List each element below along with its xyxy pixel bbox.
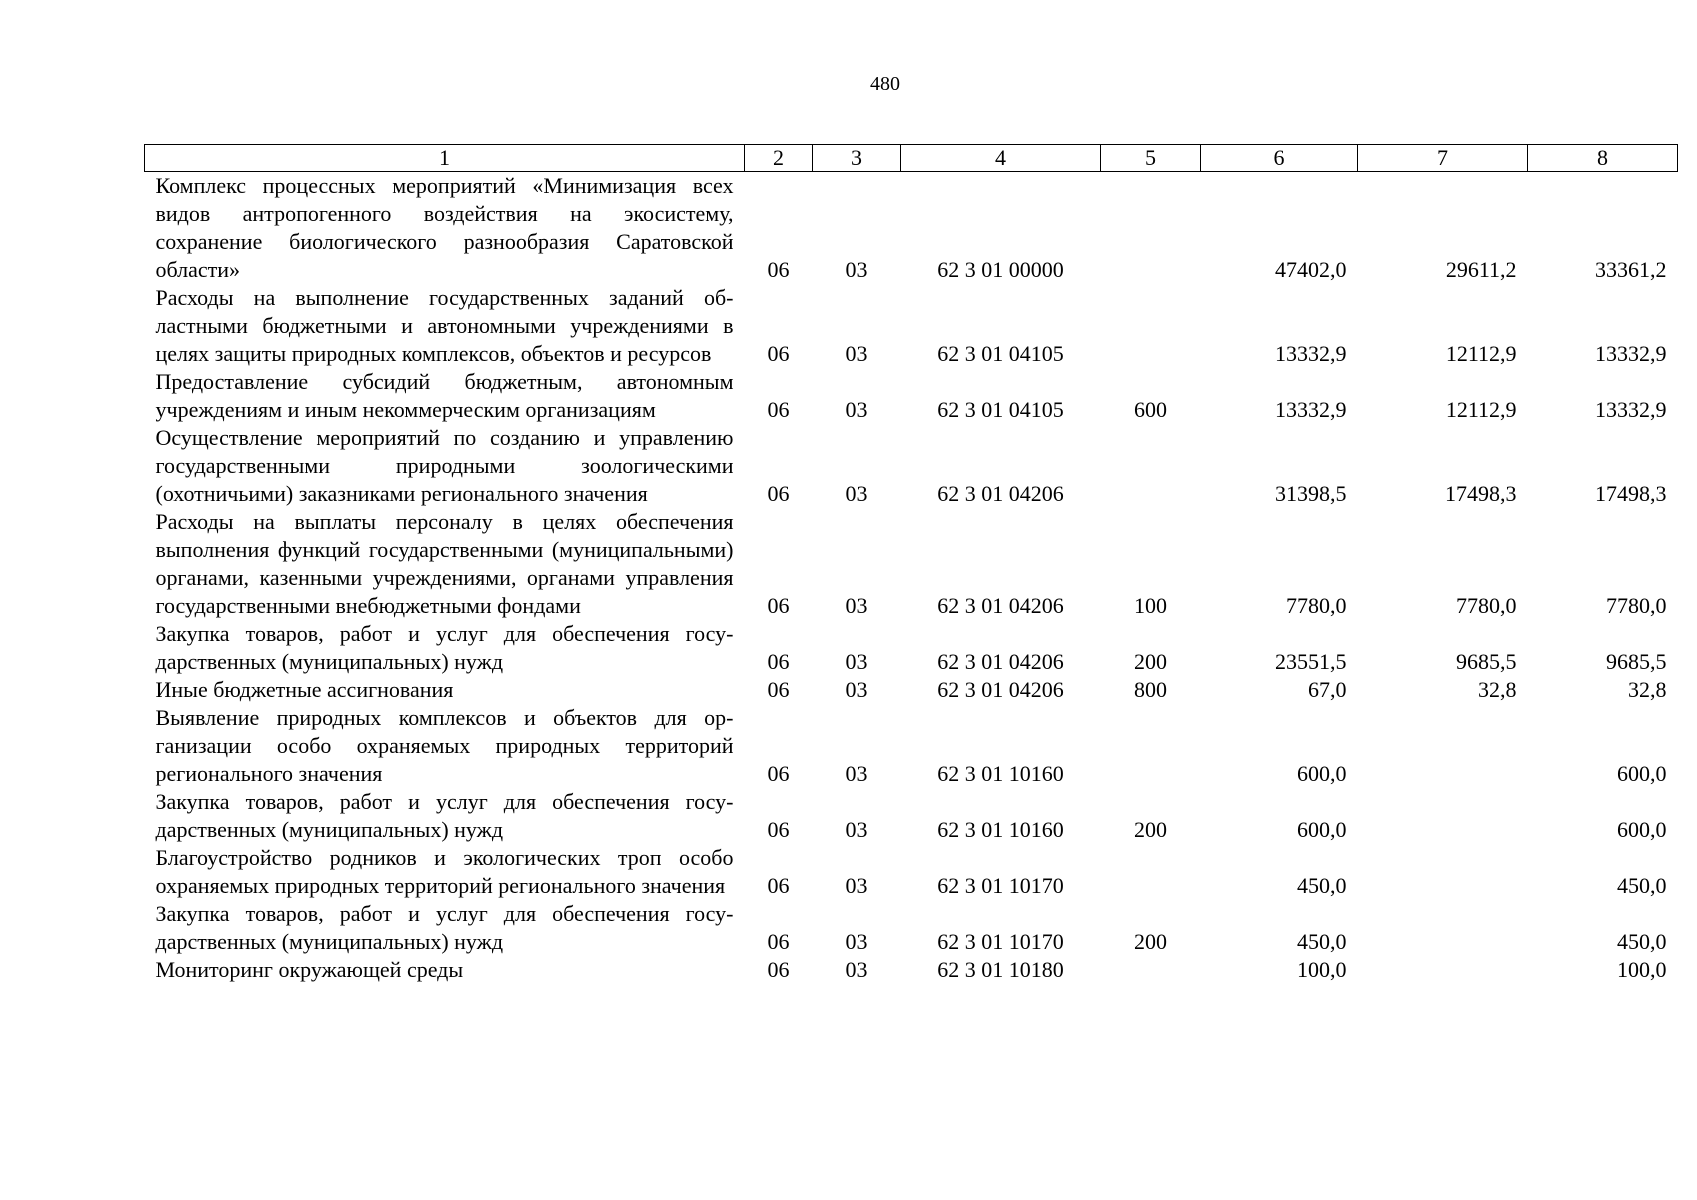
row-amount-2: 32,8 [1478,677,1517,702]
row-amount-2: 9685,5 [1456,649,1517,674]
row-amount-1: 450,0 [1297,929,1347,954]
row-amount-3: 13332,9 [1595,341,1667,366]
row-expense-type [1101,704,1201,788]
table-row [145,368,1678,424]
budget-table [144,144,1678,984]
row-section: 06 [767,817,790,842]
row-section: 06 [767,677,790,702]
row-expense-type: 800 [1134,677,1167,702]
header-row [145,145,1678,172]
row-subsection: 03 [845,593,868,618]
row-target-code: 62 3 01 04206 [937,677,1064,702]
header-cell: 4 [901,145,1101,172]
row-target-code: 62 3 01 10160 [937,761,1064,786]
row-name: Иные бюджетные ассигнования [155,677,454,702]
row-amount-2: 12112,9 [1445,397,1517,422]
page-number: 480 [870,73,900,95]
row-subsection: 03 [845,677,868,702]
row-target-code: 62 3 01 10170 [937,929,1064,954]
row-name: Осуществление мероприятий по созданию и управлению государственными природными зоологическими (охотничьими) заказниками регионального значения [155,425,734,506]
row-expense-type: 200 [1134,929,1167,954]
header-cell: 6 [1201,145,1358,172]
row-name: Комплекс процессных мероприятий «Минимизация всех видов антропогенного воздействия на экосистему, сохранение биологического разнообразия Саратовской области» [155,173,734,282]
row-section: 06 [767,873,790,898]
row-amount-1: 47402,0 [1275,257,1347,282]
row-amount-1: 600,0 [1297,761,1347,786]
table-row [145,844,1678,900]
table-row [145,284,1678,368]
row-amount-3: 13332,9 [1595,397,1667,422]
header-cell: 3 [813,145,901,172]
row-target-code: 62 3 01 04206 [937,593,1064,618]
row-amount-2 [1358,788,1528,844]
header-cell: 5 [1101,145,1201,172]
table-row [145,956,1678,984]
row-amount-1: 67,0 [1308,677,1347,702]
header-cell: 7 [1358,145,1528,172]
row-expense-type [1101,844,1201,900]
row-section: 06 [767,397,790,422]
row-expense-type: 200 [1134,817,1167,842]
table-row [145,424,1678,508]
row-amount-1: 23551,5 [1275,649,1347,674]
row-expense-type: 200 [1134,649,1167,674]
row-amount-1: 7780,0 [1286,593,1347,618]
row-subsection: 03 [845,481,868,506]
table-row [145,788,1678,844]
row-amount-3: 17498,3 [1595,481,1667,506]
row-amount-2 [1358,956,1528,984]
row-amount-3: 9685,5 [1606,649,1667,674]
row-expense-type: 600 [1134,397,1167,422]
row-name: Закупка товаров, работ и услуг для обеспечения государственных (муниципальных) нужд [155,901,734,954]
table-body [145,172,1678,985]
row-name: Мониторинг окружающей среды [155,957,464,982]
row-name: Закупка товаров, работ и услуг для обеспечения государственных (муниципальных) нужд [155,621,734,674]
table-header [145,145,1678,172]
row-target-code: 62 3 01 04105 [937,397,1064,422]
row-name: Закупка товаров, работ и услуг для обеспечения государственных (муниципальных) нужд [155,789,734,842]
row-name: Расходы на выплаты персоналу в целях обеспечения выполнения функций государственными (муниципальными) органами, казенными учреждениями, органами управления государственными внебюджетными фондами [155,509,734,618]
row-expense-type [1101,424,1201,508]
row-amount-3: 450,0 [1617,929,1667,954]
row-amount-1: 13332,9 [1275,397,1347,422]
row-section: 06 [767,929,790,954]
row-section: 06 [767,341,790,366]
row-section: 06 [767,761,790,786]
row-subsection: 03 [845,817,868,842]
row-subsection: 03 [845,873,868,898]
row-amount-3: 33361,2 [1595,257,1667,282]
row-amount-3: 600,0 [1617,761,1667,786]
row-section: 06 [767,257,790,282]
row-amount-2: 12112,9 [1445,341,1517,366]
table-row [145,676,1678,704]
row-amount-1: 13332,9 [1275,341,1347,366]
row-amount-2 [1358,844,1528,900]
row-subsection: 03 [845,257,868,282]
table-row [145,900,1678,956]
row-subsection: 03 [845,397,868,422]
row-target-code: 62 3 01 10180 [937,957,1064,982]
row-target-code: 62 3 01 04105 [937,341,1064,366]
row-amount-2 [1358,704,1528,788]
row-expense-type [1101,172,1201,285]
row-target-code: 62 3 01 04206 [937,649,1064,674]
row-subsection: 03 [845,957,868,982]
row-amount-2: 17498,3 [1445,481,1517,506]
row-expense-type [1101,956,1201,984]
row-target-code: 62 3 01 04206 [937,481,1064,506]
row-name: Выявление природных комплексов и объектов для организации особо охраняемых природных территорий регионального значения [155,705,734,786]
row-section: 06 [767,593,790,618]
row-target-code: 62 3 01 10170 [937,873,1064,898]
row-section: 06 [767,957,790,982]
row-amount-3: 32,8 [1628,677,1667,702]
row-amount-2: 29611,2 [1445,257,1517,282]
row-name: Расходы на выполнение государственных заданий областными бюджетными и автономными учреждениями в целях защиты природных комплексов, объектов и ресурсов [155,285,734,366]
row-amount-2 [1358,900,1528,956]
row-amount-3: 100,0 [1617,957,1667,982]
row-expense-type [1101,284,1201,368]
row-expense-type: 100 [1134,593,1167,618]
row-section: 06 [767,481,790,506]
row-amount-1: 31398,5 [1275,481,1347,506]
row-amount-1: 100,0 [1297,957,1347,982]
row-amount-1: 450,0 [1297,873,1347,898]
header-cell: 1 [145,145,745,172]
header-cell: 8 [1528,145,1678,172]
row-target-code: 62 3 01 00000 [937,257,1064,282]
row-name: Предоставление субсидий бюджетным, автономным учреждениям и иным некоммерческим организациям [155,369,734,422]
table-row [145,620,1678,676]
table-row [145,508,1678,620]
table-row [145,172,1678,285]
row-amount-3: 7780,0 [1606,593,1667,618]
row-subsection: 03 [845,929,868,954]
table-row [145,704,1678,788]
row-section: 06 [767,649,790,674]
row-target-code: 62 3 01 10160 [937,817,1064,842]
row-amount-1: 600,0 [1297,817,1347,842]
row-amount-2: 7780,0 [1456,593,1517,618]
row-name: Благоустройство родников и экологических троп особо охраняемых природных территорий регионального значения [155,845,734,898]
row-subsection: 03 [845,761,868,786]
row-amount-3: 450,0 [1617,873,1667,898]
header-cell: 2 [745,145,813,172]
row-subsection: 03 [845,649,868,674]
row-amount-3: 600,0 [1617,817,1667,842]
row-subsection: 03 [845,341,868,366]
